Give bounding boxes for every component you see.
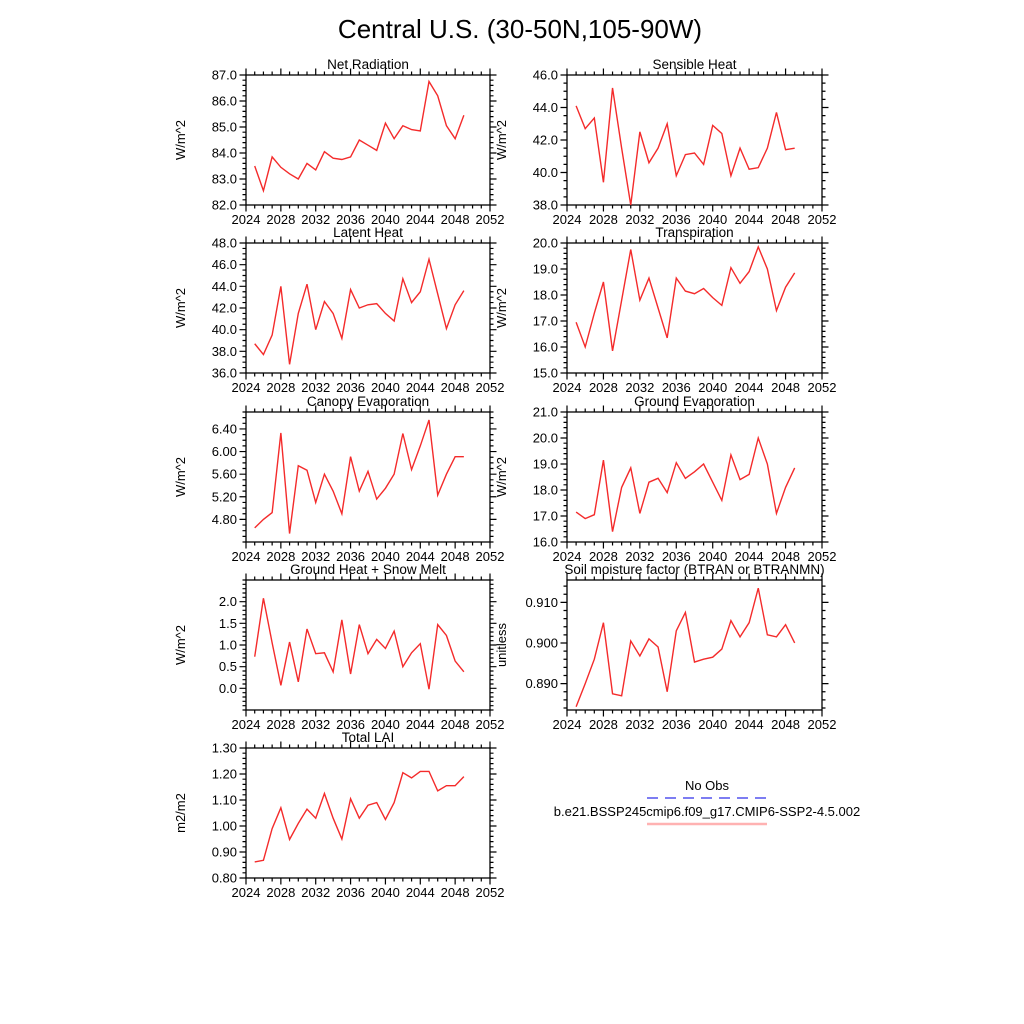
x-tick-label: 2036 — [661, 380, 691, 395]
x-tick-label: 2024 — [552, 717, 582, 732]
x-tick-label: 2040 — [370, 549, 400, 564]
y-tick-label: 19.0 — [532, 261, 558, 277]
y-tick-label: 0.900 — [525, 635, 558, 651]
y-tick-label: 1.10 — [211, 792, 237, 808]
y-axis-unit: W/m^2 — [173, 624, 188, 666]
x-tick-label: 2052 — [807, 212, 837, 227]
x-tick-label: 2044 — [734, 717, 764, 732]
x-tick-label: 2048 — [440, 717, 470, 732]
x-tick-label: 2024 — [231, 380, 261, 395]
panel-title: Latent Heat — [333, 225, 403, 240]
x-tick-label: 2048 — [440, 549, 470, 564]
y-tick-label: 46.0 — [211, 257, 237, 273]
y-tick-label: 5.60 — [211, 466, 237, 482]
y-tick-label: 38.0 — [532, 197, 558, 213]
y-tick-label: 0.0 — [218, 680, 237, 696]
x-tick-label: 2044 — [734, 380, 764, 395]
y-tick-label: 1.30 — [211, 740, 237, 756]
x-tick-label: 2024 — [552, 549, 582, 564]
x-tick-label: 2052 — [475, 885, 505, 900]
y-axis-unit: unitless — [494, 622, 509, 668]
y-tick-label: 18.0 — [532, 482, 558, 498]
x-tick-label: 2044 — [405, 549, 435, 564]
axis-ticks — [240, 237, 497, 380]
y-tick-label: 20.0 — [532, 235, 558, 251]
y-tick-label: 16.0 — [532, 339, 558, 355]
x-tick-label: 2032 — [625, 549, 655, 564]
y-tick-label: 2.0 — [218, 594, 237, 610]
x-tick-label: 2028 — [266, 885, 296, 900]
y-tick-label: 0.910 — [525, 594, 558, 610]
y-tick-label: 17.0 — [532, 313, 558, 329]
x-tick-label: 2024 — [231, 549, 261, 564]
x-tick-label: 2052 — [475, 549, 505, 564]
series-line — [576, 247, 795, 351]
x-tick-label: 2036 — [661, 549, 691, 564]
y-tick-label: 17.0 — [532, 508, 558, 524]
y-tick-label: 0.90 — [211, 844, 237, 860]
y-tick-label: 42.0 — [211, 300, 237, 316]
chart-canvas — [161, 728, 505, 928]
y-tick-label: 1.5 — [218, 615, 237, 631]
x-tick-label: 2032 — [301, 549, 331, 564]
axis-ticks — [561, 237, 829, 380]
y-tick-label: 5.20 — [211, 489, 237, 505]
legend-obs-dashed-line — [645, 795, 769, 801]
y-tick-label: 0.890 — [525, 676, 558, 692]
x-tick-label: 2028 — [588, 549, 618, 564]
x-tick-label: 2028 — [588, 212, 618, 227]
y-tick-label: 40.0 — [211, 322, 237, 338]
x-tick-label: 2040 — [698, 549, 728, 564]
x-tick-label: 2036 — [336, 549, 366, 564]
x-tick-label: 2052 — [475, 212, 505, 227]
x-tick-label: 2052 — [807, 717, 837, 732]
x-tick-label: 2024 — [552, 380, 582, 395]
y-axis-unit: W/m^2 — [173, 456, 188, 498]
plot-frame — [246, 75, 490, 205]
y-tick-label: 38.0 — [211, 343, 237, 359]
y-tick-label: 46.0 — [532, 67, 558, 83]
figure-title: Central U.S. (30-50N,105-90W) — [337, 14, 703, 44]
legend-model-solid-line — [645, 821, 769, 827]
y-axis-unit: W/m^2 — [494, 456, 509, 498]
panel-title: Canopy Evaporation — [306, 394, 430, 409]
axis-ticks — [240, 574, 497, 717]
x-tick-label: 2040 — [370, 885, 400, 900]
x-tick-label: 2040 — [370, 212, 400, 227]
series-line — [255, 259, 464, 364]
y-tick-label: 85.0 — [211, 119, 237, 135]
plot-frame — [567, 580, 822, 710]
x-tick-label: 2032 — [301, 885, 331, 900]
y-tick-label: 1.00 — [211, 818, 237, 834]
x-tick-label: 2052 — [475, 717, 505, 732]
panel-title: Sensible Heat — [652, 57, 737, 72]
x-tick-label: 2028 — [588, 717, 618, 732]
x-tick-label: 2024 — [231, 717, 261, 732]
x-tick-label: 2028 — [266, 212, 296, 227]
x-tick-label: 2048 — [771, 212, 801, 227]
x-tick-label: 2032 — [301, 717, 331, 732]
y-tick-label: 40.0 — [532, 165, 558, 180]
y-axis-unit: W/m^2 — [173, 119, 188, 161]
series-line — [255, 82, 464, 191]
y-tick-label: 18.0 — [532, 287, 558, 303]
y-axis-unit: W/m^2 — [494, 119, 509, 161]
x-tick-label: 2048 — [440, 885, 470, 900]
x-tick-label: 2052 — [807, 549, 837, 564]
y-tick-label: 83.0 — [211, 171, 237, 187]
plot-frame — [246, 412, 490, 542]
y-tick-label: 87.0 — [211, 67, 237, 83]
x-tick-label: 2036 — [661, 717, 691, 732]
plot-frame — [246, 580, 490, 710]
axis-ticks — [561, 574, 829, 717]
x-tick-label: 2044 — [734, 212, 764, 227]
chart-canvas — [482, 560, 837, 760]
series-line — [255, 771, 464, 861]
y-tick-label: 86.0 — [211, 93, 237, 109]
y-tick-label: 15.0 — [532, 365, 558, 381]
panel-title: Net Radiation — [327, 57, 409, 72]
y-tick-label: 48.0 — [211, 235, 237, 251]
panel-title: Ground Evaporation — [634, 394, 755, 409]
x-tick-label: 2032 — [625, 717, 655, 732]
y-tick-label: 82.0 — [211, 197, 237, 213]
x-tick-label: 2048 — [771, 549, 801, 564]
plot-frame — [567, 243, 822, 373]
y-tick-label: 21.0 — [532, 404, 558, 420]
series-line — [255, 420, 464, 534]
y-axis-unit: W/m^2 — [173, 287, 188, 329]
y-tick-label: 6.00 — [211, 444, 237, 460]
x-tick-label: 2040 — [370, 717, 400, 732]
x-tick-label: 2032 — [301, 212, 331, 227]
x-tick-label: 2040 — [698, 212, 728, 227]
y-tick-label: 44.0 — [211, 278, 237, 294]
y-tick-label: 1.0 — [218, 637, 237, 653]
x-tick-label: 2040 — [698, 717, 728, 732]
y-tick-label: 84.0 — [211, 145, 237, 161]
x-tick-label: 2048 — [771, 717, 801, 732]
x-tick-label: 2036 — [336, 717, 366, 732]
x-tick-label: 2044 — [405, 380, 435, 395]
x-tick-label: 2036 — [336, 885, 366, 900]
y-tick-label: 36.0 — [211, 365, 237, 381]
axis-ticks — [240, 69, 497, 212]
x-tick-label: 2048 — [771, 380, 801, 395]
y-tick-label: 42.0 — [532, 132, 558, 148]
y-tick-label: 0.5 — [218, 659, 237, 675]
x-tick-label: 2036 — [336, 212, 366, 227]
x-tick-label: 2044 — [405, 885, 435, 900]
x-tick-label: 2028 — [266, 549, 296, 564]
x-tick-label: 2048 — [440, 212, 470, 227]
axis-ticks — [240, 406, 497, 549]
x-tick-label: 2032 — [625, 212, 655, 227]
x-tick-label: 2036 — [661, 212, 691, 227]
x-tick-label: 2040 — [370, 380, 400, 395]
panel-title: Transpiration — [655, 225, 734, 240]
x-tick-label: 2024 — [231, 885, 261, 900]
legend-obs-label: No Obs — [684, 778, 730, 793]
x-tick-label: 2032 — [301, 380, 331, 395]
x-tick-label: 2044 — [405, 717, 435, 732]
y-axis-unit: W/m^2 — [494, 287, 509, 329]
panel-title: Total LAI — [341, 730, 395, 745]
chart-total-lai — [161, 728, 505, 933]
legend — [527, 778, 887, 828]
y-tick-label: 1.20 — [211, 766, 237, 782]
panel-title: Soil moisture factor (BTRAN or BTRANMN) — [564, 562, 825, 577]
y-tick-label: 44.0 — [532, 100, 558, 115]
series-line — [255, 598, 464, 689]
series-line — [576, 588, 795, 707]
y-axis-unit: m2/m2 — [173, 793, 188, 833]
x-tick-label: 2024 — [552, 212, 582, 227]
x-tick-label: 2028 — [266, 380, 296, 395]
legend-model-label: b.e21.BSSP245cmip6.f09_g17.CMIP6-SSP2-4.5.002 — [553, 804, 861, 819]
x-tick-label: 2028 — [266, 717, 296, 732]
x-tick-label: 2044 — [405, 212, 435, 227]
y-tick-label: 6.40 — [211, 421, 237, 437]
series-line — [576, 88, 795, 205]
chart-soil-moisture-factor — [482, 560, 837, 765]
y-tick-label: 16.0 — [532, 534, 558, 550]
x-tick-label: 2028 — [588, 380, 618, 395]
y-tick-label: 19.0 — [532, 456, 558, 472]
y-tick-label: 4.80 — [211, 511, 237, 527]
series-line — [576, 438, 795, 532]
y-tick-label: 0.80 — [211, 870, 237, 886]
x-tick-label: 2048 — [440, 380, 470, 395]
x-tick-label: 2052 — [807, 380, 837, 395]
x-tick-label: 2052 — [475, 380, 505, 395]
axis-ticks — [561, 69, 829, 212]
x-tick-label: 2032 — [625, 380, 655, 395]
x-tick-label: 2040 — [698, 380, 728, 395]
x-tick-label: 2044 — [734, 549, 764, 564]
x-tick-label: 2036 — [336, 380, 366, 395]
y-tick-label: 20.0 — [532, 430, 558, 446]
x-tick-label: 2024 — [231, 212, 261, 227]
panel-title: Ground Heat + Snow Melt — [290, 562, 446, 577]
